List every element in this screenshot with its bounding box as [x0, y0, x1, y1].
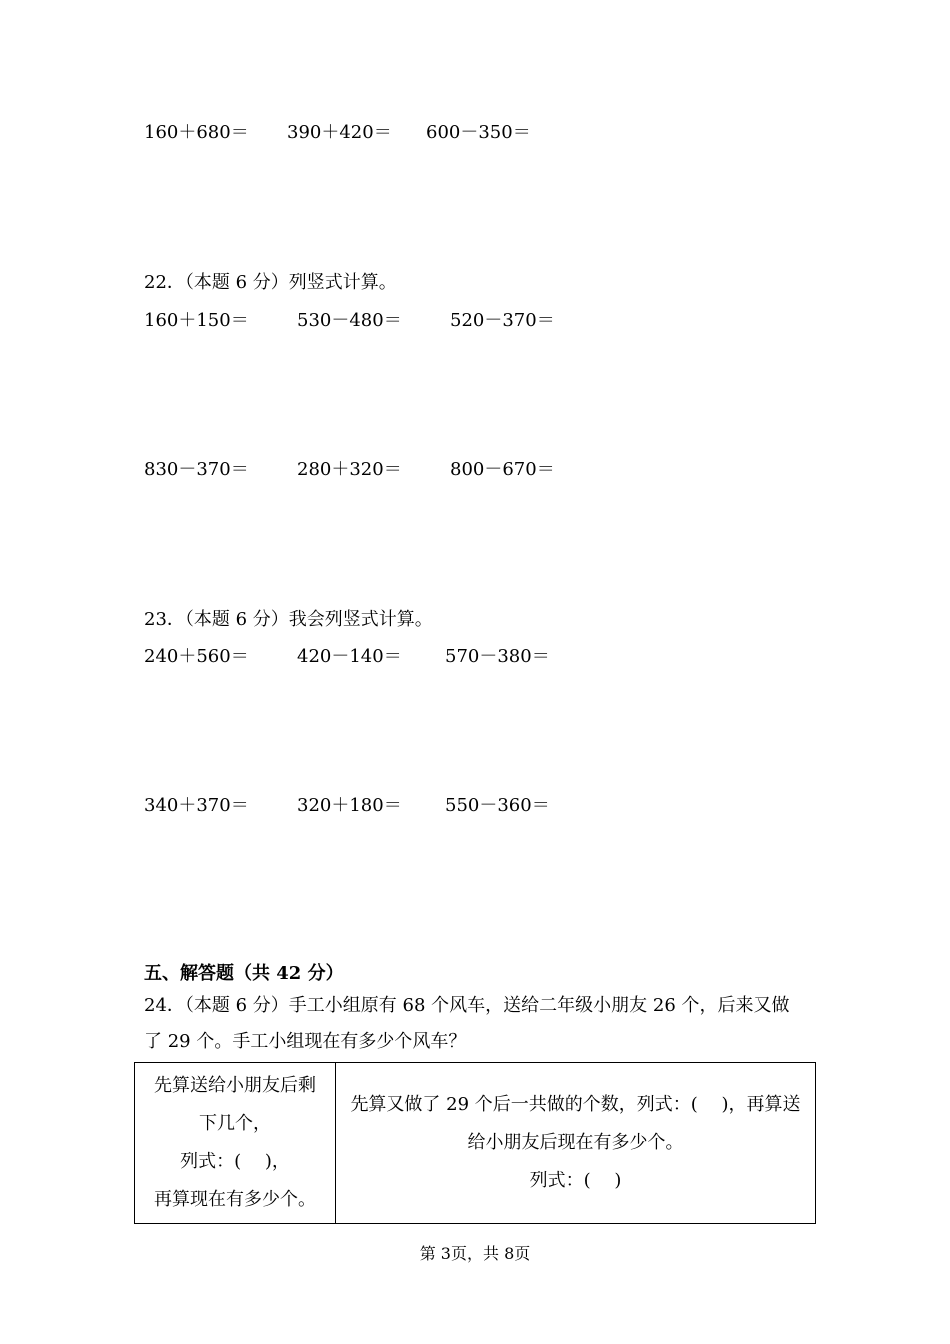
calc-item: 390＋420＝ — [287, 122, 392, 143]
page-footer: 第 3页，共 8页 — [419, 1244, 531, 1263]
left-answer-cell — [135, 1063, 336, 1224]
cell-line: 先算又做了 29 个后一共做的个数，列式：( )，再算送 — [350, 1094, 801, 1115]
calc-item: 240＋560＝ — [144, 646, 249, 667]
calc-item: 830－370＝ — [144, 459, 249, 480]
question-24-line1: 24．（本题 6 分）手工小组原有 68 个风车，送给二年级小朋友 26 个，后来又做 — [144, 995, 790, 1016]
calc-item: 550－360＝ — [445, 795, 550, 816]
calc-item: 420－140＝ — [297, 646, 402, 667]
calc-item: 800－670＝ — [450, 459, 555, 480]
cell-line: 下几个， — [199, 1113, 271, 1134]
calc-item: 570－380＝ — [445, 646, 550, 667]
answer-table — [134, 1062, 816, 1224]
section-title: 五、解答题（共 42 分） — [144, 963, 344, 984]
cell-line: 列式：( ) — [529, 1170, 622, 1191]
calc-item: 280＋320＝ — [297, 459, 402, 480]
cell-line: 列式：( )， — [180, 1151, 290, 1172]
question-22-title: 22．（本题 6 分）列竖式计算。 — [144, 272, 397, 293]
cell-line: 再算现在有多少个。 — [154, 1189, 316, 1210]
question-24-line2: 了 29 个。手工小组现在有多少个风车？ — [144, 1031, 467, 1052]
cell-line: 给小朋友后现在有多少个。 — [467, 1132, 684, 1153]
calc-item: 600－350＝ — [426, 122, 531, 143]
right-answer-cell — [336, 1063, 816, 1224]
calc-item: 160＋150＝ — [144, 310, 249, 331]
cell-line: 先算送给小朋友后剩 — [154, 1075, 316, 1096]
calc-item: 160＋680＝ — [144, 122, 249, 143]
calc-item: 530－480＝ — [297, 310, 402, 331]
calc-item: 320＋180＝ — [297, 795, 402, 816]
question-23-title: 23．（本题 6 分）我会列竖式计算。 — [144, 609, 433, 630]
calc-item: 520－370＝ — [450, 310, 555, 331]
calc-item: 340＋370＝ — [144, 795, 249, 816]
